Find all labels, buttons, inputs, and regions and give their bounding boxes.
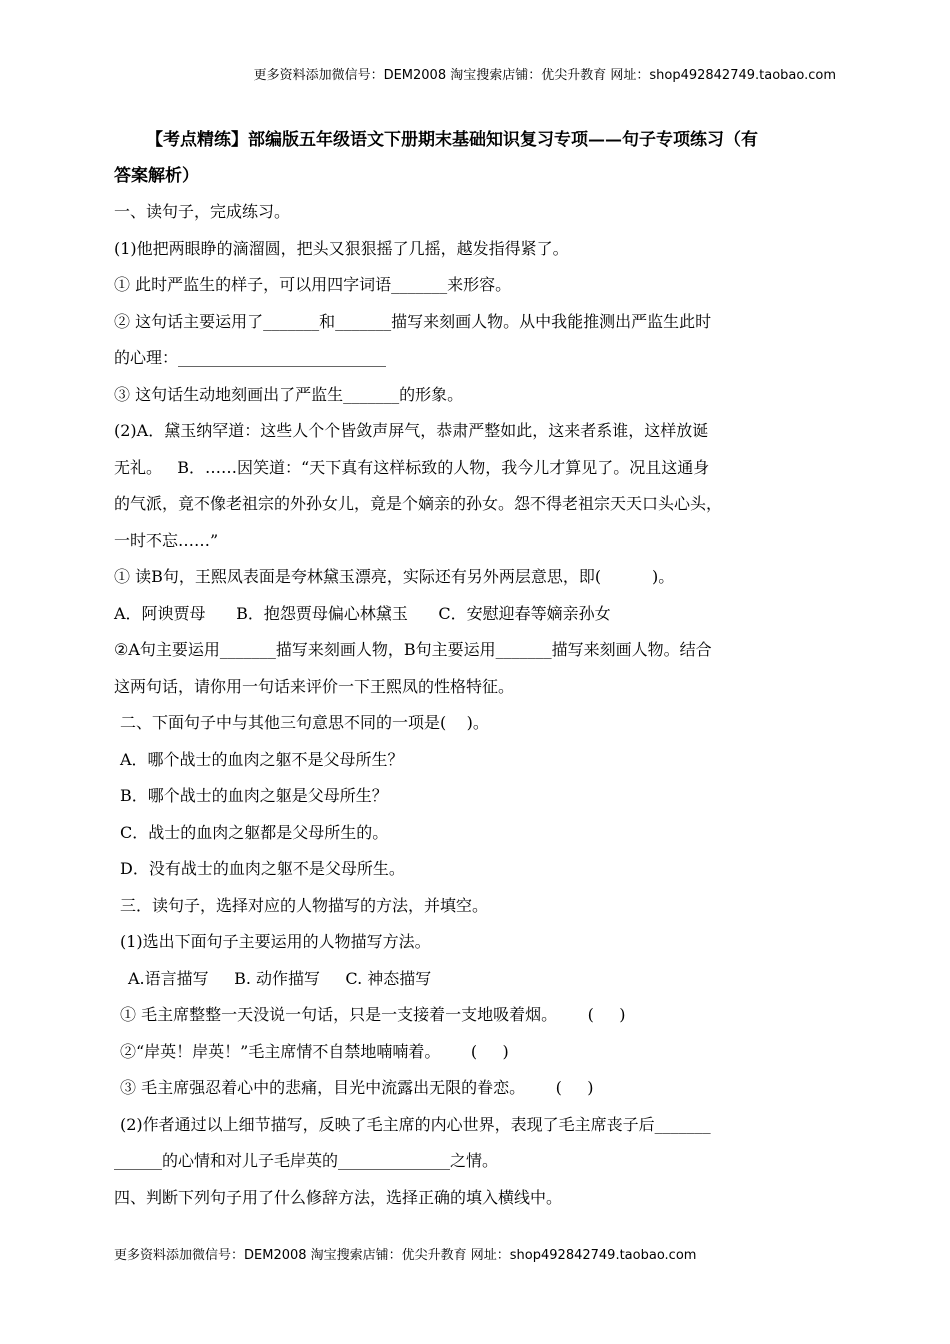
section2-option-b: B．哪个战士的血肉之躯是父母所生？ — [120, 786, 388, 805]
document-title-line2: 答案解析） — [114, 166, 199, 186]
section1-question2-a: ① 读B句，王熙凤表面是夸林黛玉漂亮，实际还有另外两层意思，即( )。 — [114, 567, 675, 586]
section3-question2-line2: ______的心情和对儿子毛岸英的______________之情。 — [114, 1151, 499, 1170]
section1-question1-b-line1: ② 这句话主要运用了_______和_______描写来刻画人物。从中我能推测出严监生此时 — [114, 311, 712, 331]
section2-option-c: C．战士的血肉之躯都是父母所生的。 — [120, 822, 389, 842]
document-title-line1: 【考点精练】部编版五年级语文下册期末基础知识复习专项——句子专项练习（有 — [146, 130, 758, 150]
section3-sentence1: ① 毛主席整整一天没说一句话，只是一支接着一支地吸着烟。 ( ) — [120, 1005, 626, 1024]
section2-option-d: D．没有战士的血肉之躯不是父母所生。 — [120, 859, 405, 878]
section3-sentence3: ③ 毛主席强忍着心中的悲痛，目光中流露出无限的眷恋。 ( ) — [120, 1078, 594, 1097]
section3-question1: (1)选出下面句子主要运用的人物描写方法。 — [120, 932, 431, 951]
document-body — [114, 122, 850, 1216]
section1-question2-options: A．阿谀贾母 B．抱怨贾母偏心林黛玉 C．安慰迎春等嫡亲孙女 — [114, 603, 611, 623]
section3-question2-line1: (2)作者通过以上细节描写，反映了毛主席的内心世界，表现了毛主席丧子后_______ — [120, 1114, 711, 1134]
section3-sentence2: ②“岸英！岸英！”毛主席情不自禁地喃喃着。 ( ) — [120, 1041, 509, 1061]
page-footer: 更多资料添加微信号：DEM2008 淘宝搜索店铺：优尖升教育 网址：shop492842749.taobao.com — [114, 1248, 697, 1263]
section1-question1: (1)他把两眼睁的滴溜圆，把头又狠狠摇了几摇，越发指得紧了。 — [114, 238, 569, 258]
page-header: 更多资料添加微信号：DEM2008 淘宝搜索店铺：优尖升教育 网址：shop492842749.taobao.com — [253, 68, 836, 83]
section3-heading: 三．读句子，选择对应的人物描写的方法，并填空。 — [120, 895, 489, 915]
section1-question2-line1: (2)A．黛玉纳罕道：这些人个个皆敛声屏气，恭肃严整如此，这来者系谁，这样放诞 — [114, 421, 709, 440]
section1-question1-b-line2: 的心理：__________________________ — [114, 348, 387, 367]
section1-question2-line4: 一时不忘……” — [114, 530, 219, 550]
section1-heading: 一、读句子，完成练习。 — [114, 202, 291, 221]
section2-option-a: A．哪个战士的血肉之躯不是父母所生？ — [120, 749, 404, 769]
section1-question2-line3: 的气派，竟不像老祖宗的外孙女儿，竟是个嫡亲的孙女。怨不得老祖宗天天口头心头， — [114, 494, 723, 513]
section1-question2-line2: 无礼。 B．……因笑道：“天下真有这样标致的人物，我今儿才算见了。况且这通身 — [114, 457, 710, 477]
section1-question1-a: ① 此时严监生的样子，可以用四字词语_______来形容。 — [114, 275, 512, 294]
section1-question1-c: ③ 这句话生动地刻画出了严监生_______的形象。 — [114, 384, 464, 404]
section3-methods: A.语言描写 B. 动作描写 C. 神态描写 — [128, 968, 432, 988]
section4-heading: 四、判断下列句子用了什么修辞方法，选择正确的填入横线中。 — [114, 1187, 563, 1207]
section1-question2-b-line2: 这两句话，请你用一句话来评价一下王熙凤的性格特征。 — [114, 676, 515, 696]
section2-heading: 二、下面句子中与其他三句意思不同的一项是( )。 — [120, 713, 489, 732]
section1-question2-b-line1: ②A句主要运用_______描写来刻画人物，B句主要运用_______描写来刻画人物。结合 — [114, 640, 712, 659]
